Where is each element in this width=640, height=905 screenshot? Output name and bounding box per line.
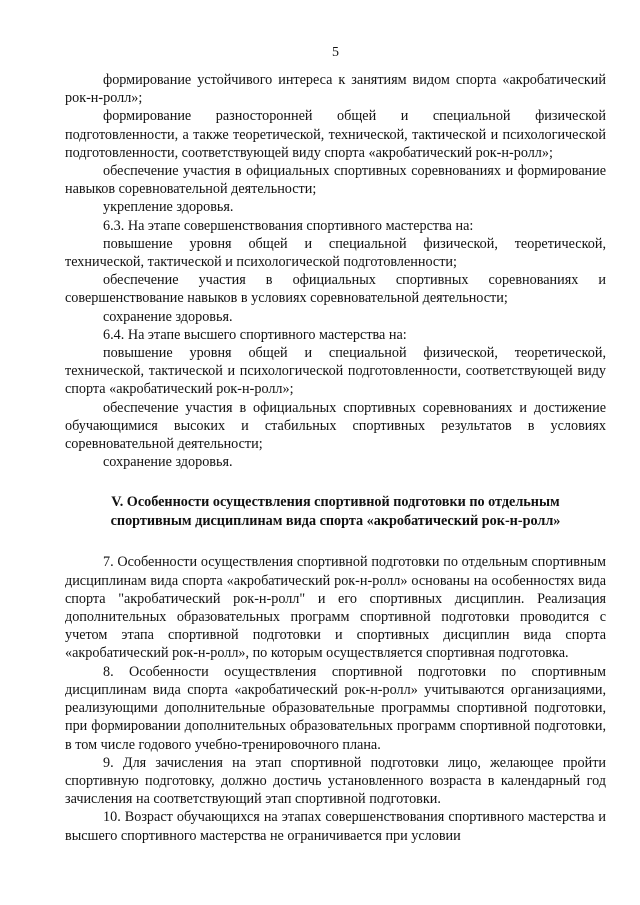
section-heading: V. Особенности осуществления спортивной подготовки по отдельным спортивным дисциплинам вида спорта «акробатический рок-н-ролл» [110,494,561,529]
paragraph: повышение уровня общей и специальной физической, теоретической, технической, тактической и психологической подготовленности; [65,235,606,271]
paragraph: обеспечение участия в официальных спортивных соревнованиях и формирование навыков соревновательной деятельности; [65,163,606,198]
paragraph: сохранение здоровья. [103,308,233,325]
document-body [65,71,606,845]
paragraph: 7. Особенности осуществления спортивной подготовки по отдельным спортивным дисциплинам вида спорта «акробатический рок-н-ролл» основаны на особенностях вида спорта "акробатический рок-н-ролл" и его спортивных дисциплин. Реализация дополнительных образовательных программ спортивной подготовки проводится с учетом этапа спортивной подготовки и спортивных дисциплин вида спорта «акробатический рок-н-ролл», по которым осуществляется спортивная подготовка. [65,554,606,662]
paragraph: сохранение здоровья. [103,454,233,471]
paragraph: 10. Возраст обучающихся на этапах совершенствования спортивного мастерства и высшего спортивного мастерства не ограничивается при условии [65,809,606,844]
paragraph: формирование устойчивого интереса к занятиям видом спорта «акробатический рок-н-ролл»; [65,72,606,107]
paragraph: 6.4. На этапе высшего спортивного мастерства на: [103,326,407,343]
paragraph: формирование разносторонней общей и специальной физической подготовленности, а также теоретической, технической, тактической и психологической подготовленности, соответствующей виду спорта «акробатический рок-н-ролл»; [65,108,606,161]
paragraph: повышение уровня общей и специальной физической, теоретической, технической, тактической и психологической подготовленности, соответствующей виду спорта «акробатический рок-н-ролл»; [65,345,606,398]
page-number: 5 [332,45,339,60]
paragraph: 8. Особенности осуществления спортивной подготовки по спортивным дисциплинам вида спорта «акробатический рок-н-ролл» учитываются организациями, реализующими дополнительные образовательные программы спортивной подготовки, при формировании дополнительных образовательных программ спортивной подготовки, в том числе годового учебно-тренировочного плана. [65,663,606,753]
paragraph: обеспечение участия в официальных спортивных соревнованиях и совершенствование навыков в условиях соревновательной деятельности; [65,272,606,307]
paragraph: укрепление здоровья. [103,199,234,216]
paragraph: 9. Для зачисления на этап спортивной подготовки лицо, желающее пройти спортивную подготовку, должно достичь установленного возраста в календарный год зачисления на соответствующий этап спортивной подготовки. [65,754,606,808]
paragraph: обеспечение участия в официальных спортивных соревнованиях и достижение обучающимися высоких и стабильных спортивных результатов в условиях соревновательной деятельности; [65,399,606,453]
paragraph: 6.3. На этапе совершенствования спортивного мастерства на: [103,217,474,234]
